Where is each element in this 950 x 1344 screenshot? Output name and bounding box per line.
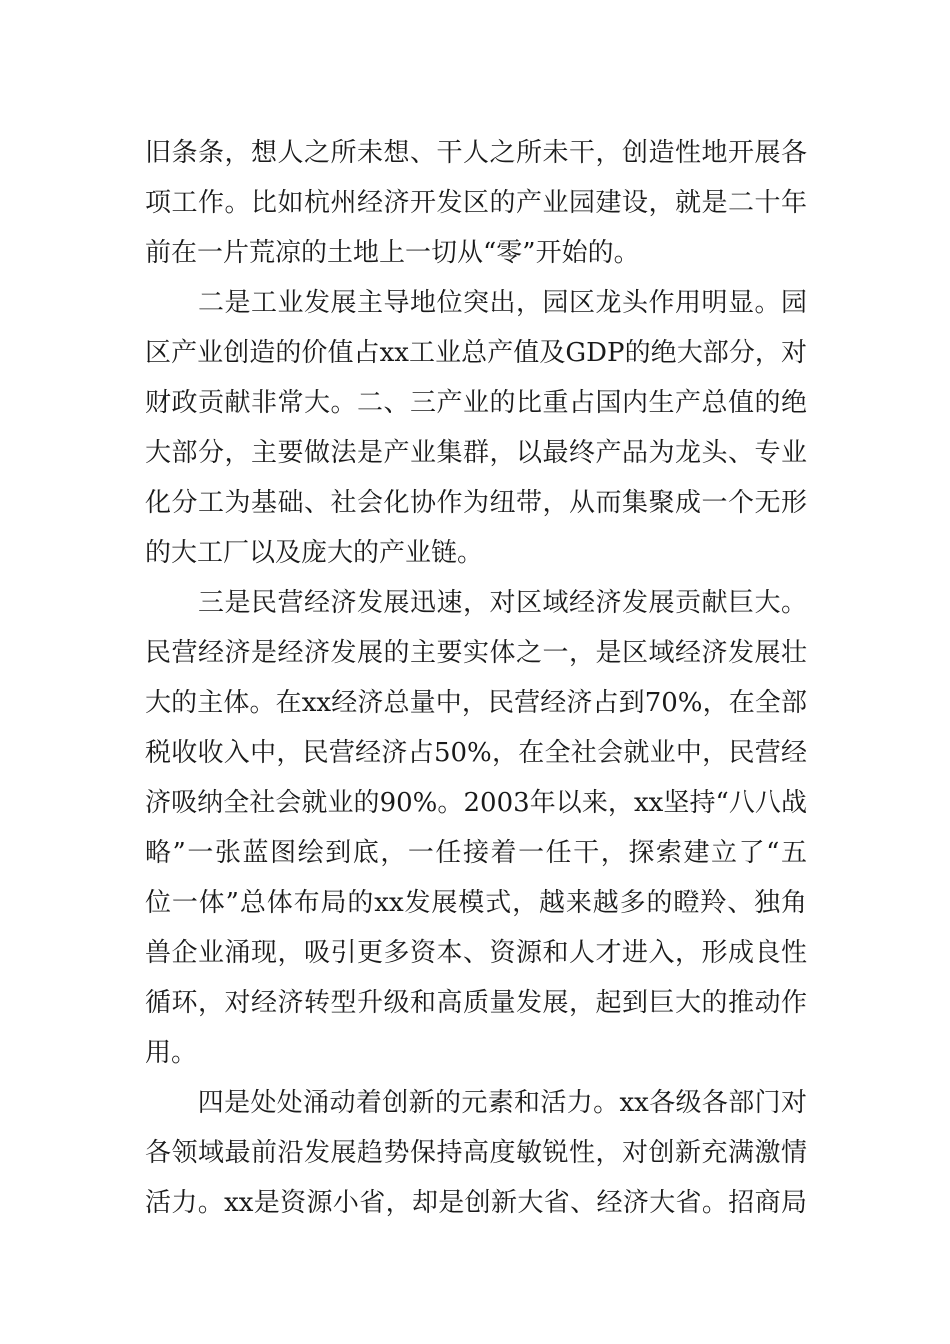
text-line: 各领域最前沿发展趋势保持高度敏锐性，对创新充满激情 — [145, 1138, 807, 1168]
text-line: 循环，对经济转型升级和高质量发展，起到巨大的推动作 — [145, 988, 807, 1018]
text-line: 旧条条，想人之所未想、干人之所未干，创造性地开展各 — [145, 138, 807, 168]
paragraph-3 — [145, 578, 807, 1078]
text-line: 的大工厂以及庞大的产业链。 — [145, 538, 484, 568]
document-body — [145, 128, 807, 1228]
text-line: 民营经济是经济发展的主要实体之一，是区域经济发展壮 — [145, 638, 807, 668]
text-line: 济吸纳全社会就业的90%。2003年以来，xx坚持“八八战 — [145, 788, 807, 818]
text-line: 兽企业涌现，吸引更多资本、资源和人才进入，形成良性 — [145, 938, 807, 968]
text-line: 略”一张蓝图绘到底，一任接着一任干，探索建立了“五 — [145, 838, 807, 868]
text-line: 二是工业发展主导地位突出，园区龙头作用明显。园 — [145, 288, 807, 318]
text-line: 活力。xx是资源小省，却是创新大省、经济大省。招商局 — [145, 1188, 807, 1218]
text-line: 财政贡献非常大。二、三产业的比重占国内生产总值的绝 — [145, 388, 807, 418]
text-line: 税收收入中，民营经济占50%，在全社会就业中，民营经 — [145, 738, 807, 768]
paragraph-2 — [145, 278, 807, 578]
text-line: 项工作。比如杭州经济开发区的产业园建设，就是二十年 — [145, 188, 807, 218]
text-line: 四是处处涌动着创新的元素和活力。xx各级各部门对 — [145, 1088, 807, 1118]
text-line: 三是民营经济发展迅速，对区域经济发展贡献巨大。 — [145, 588, 807, 618]
text-line: 前在一片荒凉的土地上一切从“零”开始的。 — [145, 238, 640, 268]
text-line: 大的主体。在xx经济总量中，民营经济占到70%，在全部 — [145, 688, 807, 718]
text-line: 位一体”总体布局的xx发展模式，越来越多的瞪羚、独角 — [145, 888, 807, 918]
paragraph-4 — [145, 1078, 807, 1228]
text-line: 用。 — [145, 1038, 198, 1068]
text-line: 大部分，主要做法是产业集群，以最终产品为龙头、专业 — [145, 438, 807, 468]
text-line: 区产业创造的价值占xx工业总产值及GDP的绝大部分，对 — [145, 338, 807, 368]
paragraph-1 — [145, 128, 807, 278]
text-line: 化分工为基础、社会化协作为纽带，从而集聚成一个无形 — [145, 488, 807, 518]
